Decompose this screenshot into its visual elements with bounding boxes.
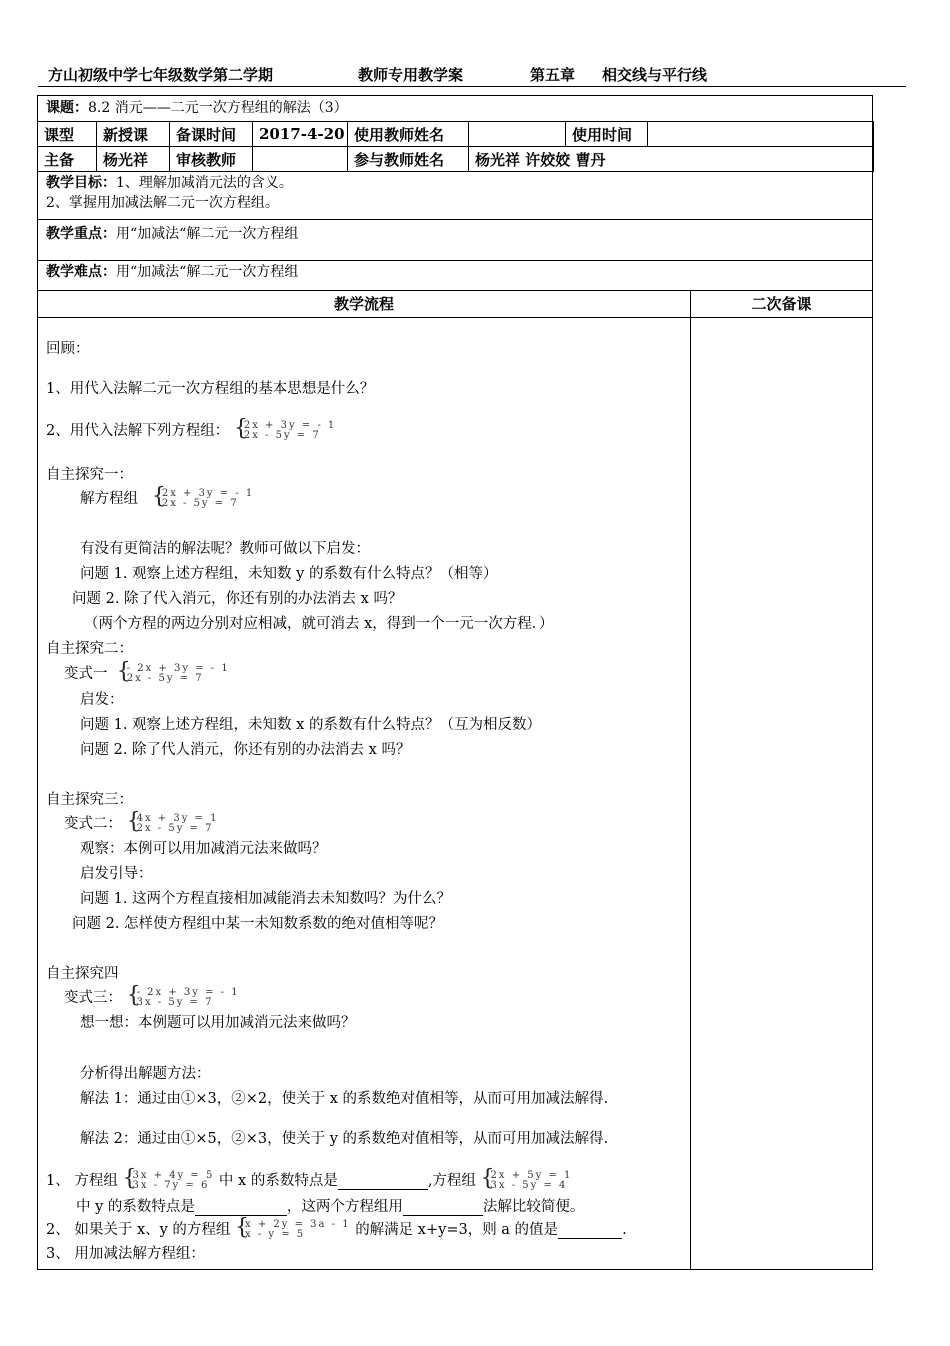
exploration-4-variant: 变式三： { - 2x + 3y = - 1 3x - 5y = 7: [64, 986, 240, 1008]
lead-label: 主备: [38, 147, 97, 172]
exploration-1-answer: （两个方程的两边分别对应相减，就可消去 x，得到一个一元一次方程．）: [84, 616, 554, 632]
exercise-1-line2: 中 y 的系数特点是 ，这两个方程组用 法解比较简便。: [76, 1199, 585, 1215]
exploration-3-q1: 问题 1. 这两个方程直接相加减能消去未知数吗？为什么？: [80, 891, 452, 907]
info-table: [37, 121, 874, 172]
review-q2: 2、用代入法解下列方程组： { 2x + 3y = - 1 2x - 5y = 7: [46, 419, 336, 441]
exploration-2-title: 自主探究二：: [46, 641, 133, 657]
chapter-number: 第五章: [530, 66, 576, 84]
teacher-name-value: [469, 122, 566, 147]
exploration-2-hint: 启发：: [80, 692, 124, 708]
equation-system-2: { - 2x + 3y = - 1 2x - 5y = 7: [117, 664, 230, 684]
answer-blank[interactable]: [403, 1199, 483, 1216]
exploration-3-guide: 启发引导：: [80, 866, 153, 882]
equation-system-7: { x + 2y = 3a - 1 x - y = 5: [235, 1220, 351, 1240]
flow-title: 教学流程: [38, 291, 690, 318]
method-2: 解法 2：通过由①×5，②×3，使关于 y 的系数绝对值相等，从而可用加减法解得.: [80, 1131, 609, 1147]
lesson-plan-sheet: [37, 95, 873, 1270]
use-time-label: 使用时间: [566, 122, 648, 147]
exploration-3-q2: 问题 2. 怎样使方程组中某一未知数系数的绝对值相等呢？: [72, 916, 444, 932]
exercise-2: 2、 如果关于 x、y 的方程组 { x + 2y = 3a - 1 x - y = 5 的解满足 x+y=3，则 a 的值是 .: [46, 1218, 627, 1240]
teaching-flow: [38, 291, 872, 1269]
equation-system-5: { 3x + 4y = 5 3x - 7y = 6: [122, 1171, 214, 1191]
key-point-label: 教学重点：: [46, 226, 116, 242]
goal-2: 2、掌握用加减法解二元一次方程组。: [46, 195, 279, 211]
topic-row: [38, 96, 872, 122]
answer-blank[interactable]: [338, 1173, 428, 1190]
goal-1: 1、理解加减消元法的含义。: [116, 175, 293, 191]
exercise-3: 3、 用加减法解方程组：: [46, 1246, 205, 1262]
key-point-text: 用“加减法“解二元一次方程组: [116, 226, 299, 242]
prep-time-value: 2017-4-20: [253, 122, 348, 147]
lead-value: 杨光祥: [97, 147, 170, 172]
notes-title: 二次备课: [691, 291, 872, 318]
exploration-4-title: 自主探究四: [46, 966, 119, 982]
answer-blank[interactable]: [558, 1222, 622, 1239]
flow-main-column: [38, 291, 691, 1269]
use-time-value: [648, 122, 874, 147]
goals-row: [38, 172, 872, 220]
review-q1: 1、用代入法解二元一次方程组的基本思想是什么？: [46, 381, 375, 397]
topic-label: 课题：: [46, 100, 88, 116]
topic-text: 8.2 消元——二元一次方程组的解法（3）: [88, 100, 348, 116]
method-heading: 分析得出解题方法：: [80, 1066, 211, 1082]
exploration-1-q1: 问题 1. 观察上述方程组，未知数 y 的系数有什么特点？（相等）: [80, 566, 498, 582]
equation-system-4: { - 2x + 3y = - 1 3x - 5y = 7: [127, 988, 240, 1008]
answer-blank[interactable]: [195, 1199, 287, 1216]
exploration-1-solve: 解方程组 { 2x + 3y = - 1 2x - 5y = 7: [80, 487, 254, 509]
type-value: 新授课: [97, 122, 170, 147]
teacher-name-label: 使用教师姓名: [348, 122, 469, 147]
key-point-row: [38, 220, 872, 261]
equation-system-6: { 2x + 5y = 1 3x - 5y = 4: [481, 1171, 573, 1191]
exploration-3-title: 自主探究三：: [46, 792, 133, 808]
equation-system-1b: { 2x + 3y = - 1 2x - 5y = 7: [152, 489, 254, 509]
exploration-4-think: 想一想：本例题可以用加减消元法来做吗？: [80, 1015, 356, 1031]
participants-value: 杨光祥 许姣姣 曹丹: [469, 147, 874, 172]
equation-system-3: { 4x + 3y = 1 2x - 5y = 7: [127, 814, 219, 834]
exploration-3-variant: 变式二： { 4x + 3y = 1 2x - 5y = 7: [64, 812, 218, 834]
reviewer-label: 审核教师: [170, 147, 253, 172]
method-1: 解法 1：通过由①×3，②×2，使关于 x 的系数绝对值相等，从而可用加减法解得.: [80, 1091, 609, 1107]
doc-type: 教师专用教学案: [358, 66, 464, 84]
exploration-1-q2: 问题 2. 除了代入消元，你还有别的办法消去 x 吗？: [72, 591, 403, 607]
difficulty-row: [38, 261, 872, 291]
difficulty-label: 教学难点：: [46, 264, 116, 280]
exploration-3-observe: 观察：本例可以用加减消元法来做吗？: [80, 841, 327, 857]
hint-intro: 有没有更简洁的解法呢？教师可做以下启发：: [80, 541, 370, 557]
participants-label: 参与教师姓名: [348, 147, 469, 172]
reviewer-value: [253, 147, 348, 172]
exploration-2-q2: 问题 2. 除了代人消元，你还有别的办法消去 x 吗？: [80, 742, 411, 758]
exploration-2-q1: 问题 1. 观察上述方程组，未知数 x 的系数有什么特点？（互为相反数）: [80, 717, 541, 733]
type-label: 课型: [38, 122, 97, 147]
school-name: 方山初级中学七年级数学第二学期: [48, 66, 274, 84]
prep-time-label: 备课时间: [170, 122, 253, 147]
review-heading: 回顾：: [46, 341, 90, 357]
header-rule: [38, 86, 906, 87]
exercise-1-line1: 1、 方程组 { 3x + 4y = 5 3x - 7y = 6 中 x 的系数特点是 ,方程组 { 2x + 5y = 1 3x - 5y = 4: [46, 1169, 572, 1191]
exploration-2-variant: 变式一 { - 2x + 3y = - 1 2x - 5y = 7: [64, 662, 230, 684]
goals-label: 教学目标：: [46, 175, 116, 191]
flow-notes-column: [691, 291, 872, 318]
chapter-title: 相交线与平行线: [602, 66, 708, 84]
exploration-1-title: 自主探究一：: [46, 467, 133, 483]
equation-system-1: { 2x + 3y = - 1 2x - 5y = 7: [234, 421, 336, 441]
difficulty-text: 用“加减法“解二元一次方程组: [116, 264, 299, 280]
